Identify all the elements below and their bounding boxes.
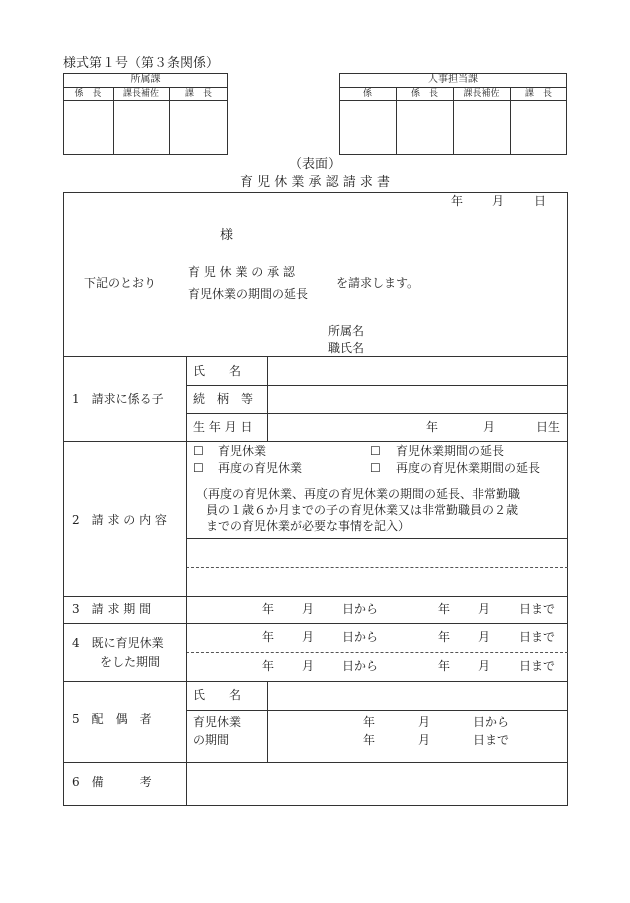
period-year: 年 <box>438 630 451 644</box>
birth-day: 日生 <box>536 420 561 434</box>
spouse-leave-label-line2: の期間 <box>193 733 230 747</box>
section4-label: 4 既に育児休業 <box>72 636 164 650</box>
option-leave-extension: 育児休業期間の延長 <box>396 444 505 458</box>
period-year: 年 <box>438 659 451 673</box>
period-to: 日まで <box>519 659 556 673</box>
note-line: 員の１歳６か月までの子の育児休業又は非常勤職員の２歳 <box>206 503 519 517</box>
checkbox-icon[interactable]: ☐ <box>370 461 381 475</box>
period-to: 日まで <box>519 630 556 644</box>
period-year: 年 <box>262 602 275 616</box>
birth-month: 月 <box>483 420 496 434</box>
child-birthdate-label: 生 年 月 日 <box>193 420 253 434</box>
form-number: 様式第１号（第３条関係） <box>63 56 220 71</box>
spouse-period-month: 月 <box>418 715 431 729</box>
document-title: 育 児 休 業 承 認 請 求 書 <box>239 175 391 190</box>
stamp-right-col: 課長補佐 <box>463 89 500 99</box>
spouse-leave-label: 育児休業 <box>193 715 242 729</box>
checkbox-icon[interactable]: ☐ <box>193 444 204 458</box>
period-month: 月 <box>478 630 491 644</box>
note-line: （再度の育児休業、再度の育児休業の期間の延長、非常勤職 <box>196 487 521 501</box>
note-line: までの育児休業が必要な事情を記入） <box>206 519 411 533</box>
period-month: 月 <box>478 659 491 673</box>
period-from: 日から <box>342 602 379 616</box>
child-name-label: 氏 名 <box>193 364 242 378</box>
period-month: 月 <box>302 630 315 644</box>
checkbox-icon[interactable]: ☐ <box>370 444 381 458</box>
section2-label: 2 請 求 の 内 容 <box>72 513 167 527</box>
period-year: 年 <box>262 659 275 673</box>
stamp-left-col: 課長補佐 <box>122 89 159 99</box>
section1-label: 1 請求に係る子 <box>72 392 164 406</box>
period-month: 月 <box>302 659 315 673</box>
stamp-left-header: 所属課 <box>130 74 161 85</box>
spouse-period-year: 年 <box>363 715 376 729</box>
child-relation-label: 続 柄 等 <box>193 392 254 406</box>
date-day: 日 <box>534 194 547 208</box>
stamp-box-left <box>63 73 228 155</box>
period-from: 日から <box>342 630 379 644</box>
spouse-period-to: 日まで <box>473 733 510 747</box>
date-month: 月 <box>492 194 505 208</box>
request-option-approval: 育 児 休 業 の 承 認 <box>188 265 295 279</box>
dept-label: 所属名 <box>328 324 365 338</box>
request-option-extension: 育児休業の期間の延長 <box>188 287 309 301</box>
stamp-left-col: 係 長 <box>74 89 102 99</box>
period-year: 年 <box>438 602 451 616</box>
stamp-right-col: 係 長 <box>410 89 438 99</box>
stamp-left-col: 課 長 <box>184 89 212 99</box>
stamp-right-col: 係 <box>362 89 372 99</box>
period-from: 日から <box>342 659 379 673</box>
stamp-right-header: 人事担当課 <box>428 74 478 85</box>
spouse-period-from: 日から <box>473 715 510 729</box>
birth-year: 年 <box>426 420 439 434</box>
option-childcare-leave: 育児休業 <box>218 444 267 458</box>
addressee-suffix: 様 <box>220 228 234 243</box>
date-year: 年 <box>451 194 464 208</box>
option-repeat-extension: 再度の育児休業期間の延長 <box>396 461 541 475</box>
stamp-right-col: 課 長 <box>524 89 552 99</box>
spouse-period-month: 月 <box>418 733 431 747</box>
name-label: 職氏名 <box>328 341 365 355</box>
spouse-name-label: 氏 名 <box>193 688 242 702</box>
section3-label: 3 請 求 期 間 <box>72 602 152 616</box>
period-to: 日まで <box>519 602 556 616</box>
section6-label: 6 備 考 <box>72 775 152 789</box>
request-lead: 下記のとおり <box>84 276 157 290</box>
section5-label: 5 配 偶 者 <box>72 712 152 726</box>
period-month: 月 <box>478 602 491 616</box>
face-label: （表面） <box>288 157 341 172</box>
request-tail: を請求します。 <box>336 276 420 290</box>
checkbox-icon[interactable]: ☐ <box>193 461 204 475</box>
option-repeat-leave: 再度の育児休業 <box>218 461 303 475</box>
period-year: 年 <box>262 630 275 644</box>
period-month: 月 <box>302 602 315 616</box>
section4-label-line2: をした期間 <box>100 655 161 669</box>
spouse-period-year: 年 <box>363 733 376 747</box>
